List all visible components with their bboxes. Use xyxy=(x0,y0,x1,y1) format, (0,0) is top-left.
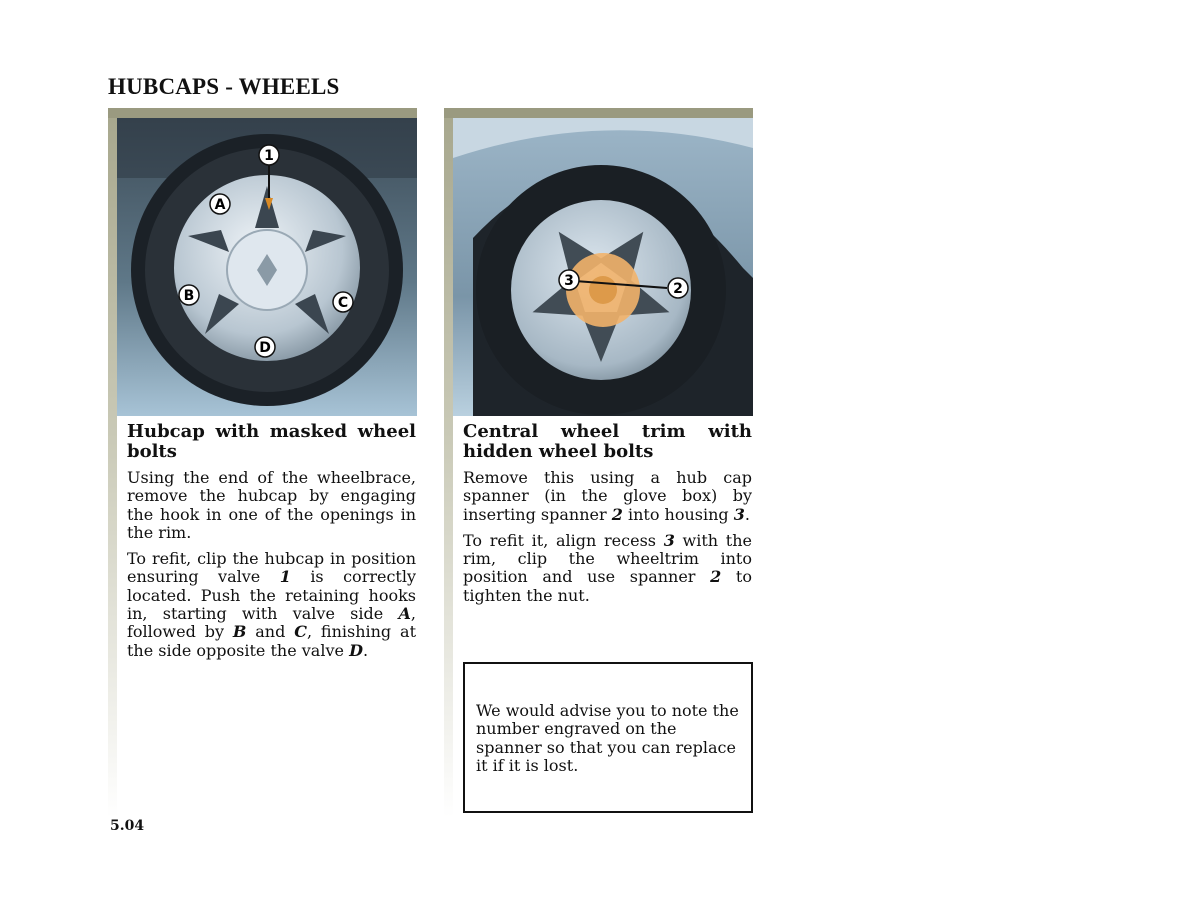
right-paragraph-1: Remove this using a hub cap spanner (in the glove box) by inserting spanner 2 into housing 3. xyxy=(463,468,752,524)
callout-1: 1 xyxy=(264,148,274,164)
left-paragraph-2: To refit, clip the hubcap in position ensuring valve 1 is correctly located. Push the retaining hooks in, starting with valve side A, followed by B and C, finishing at the side opposite the valve D. xyxy=(127,549,416,660)
callout-D: D xyxy=(259,340,271,356)
right-paragraph-2: To refit it, align recess 3 with the rim, clip the wheeltrim into position and use spanner 2 to tighten the nut. xyxy=(463,530,752,605)
left-paragraph-1: Using the end of the wheelbrace, remove the hubcap by engaging the hook in one of the openings in the rim. xyxy=(127,468,416,542)
left-body xyxy=(127,469,416,668)
callout-B: B xyxy=(183,288,195,304)
left-column xyxy=(108,108,417,818)
left-heading: Hubcap with masked wheel bolts xyxy=(127,421,416,462)
right-heading: Central wheel trim with hidden wheel bolts xyxy=(463,421,752,462)
callout-C: C xyxy=(337,295,349,311)
hubcap-photo xyxy=(117,118,417,416)
callout-3: 3 xyxy=(564,273,574,289)
column-top-bar xyxy=(108,108,417,118)
column-side-bar xyxy=(444,118,453,818)
alloy-wheel-photo xyxy=(453,118,753,416)
page-number: 5.04 xyxy=(110,818,145,834)
callout-2: 2 xyxy=(673,281,683,297)
page-title: HUBCAPS - WHEELS xyxy=(108,74,340,99)
column-top-bar xyxy=(444,108,753,118)
column-side-bar xyxy=(108,118,117,818)
note-text: We would advise you to note the number engraved on the spanner so that you can replace it if it is lost. xyxy=(476,701,739,775)
callout-A: A xyxy=(214,197,226,213)
note-box xyxy=(463,662,753,813)
right-body xyxy=(463,469,752,613)
